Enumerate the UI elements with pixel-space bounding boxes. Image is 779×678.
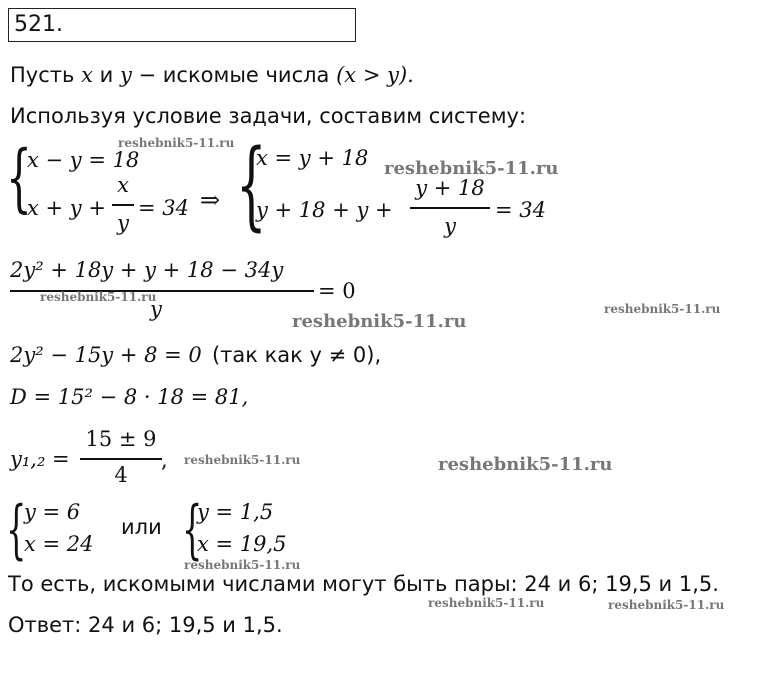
- implies-arrow: ⇒: [200, 186, 221, 214]
- intro-and: и: [99, 63, 114, 87]
- intro-condition: (x > y).: [336, 63, 414, 87]
- left-brace-4: {: [182, 493, 203, 567]
- left-brace-2: {: [236, 129, 267, 241]
- watermark: reshebnik5-11.ru: [384, 158, 559, 179]
- system2-frac-line: [410, 207, 490, 209]
- system1-frac-den: y: [117, 211, 129, 235]
- quadratic-line: [10, 343, 381, 367]
- roots-den: 4: [114, 463, 128, 487]
- conclusion: То есть, искомыми числами могут быть пары: 24 и 6; 19,5 и 1,5.: [8, 572, 719, 596]
- watermark: reshebnik5-11.ru: [608, 598, 725, 612]
- system1-eq1: x − y = 18: [27, 148, 140, 172]
- roots-frac-line: [80, 458, 162, 460]
- watermark: reshebnik5-11.ru: [184, 453, 301, 467]
- left-brace-3: {: [6, 493, 27, 567]
- watermark: reshebnik5-11.ru: [428, 596, 545, 610]
- roots-comma: ,: [161, 448, 168, 472]
- solution2-y: y = 1,5: [197, 500, 274, 524]
- system2-eq2a: y + 18 + y +: [256, 198, 393, 222]
- roots-num: 15 ± 9: [85, 427, 157, 451]
- intro-lead: Пусть: [10, 63, 75, 87]
- watermark: reshebnik5-11.ru: [184, 558, 301, 572]
- system1-frac-line: [112, 204, 134, 206]
- watermark: reshebnik5-11.ru: [604, 302, 721, 316]
- system2-eq2b: = 34: [495, 198, 546, 222]
- quadratic-note: (так как y ≠ 0),: [211, 343, 382, 367]
- problem-number: 521.: [14, 12, 63, 37]
- fraction-eq-rhs: = 0: [318, 279, 356, 303]
- system2-frac-num: y + 18: [415, 176, 485, 200]
- roots-lhs: y₁,₂ =: [10, 447, 70, 471]
- solution1-x: x = 24: [24, 532, 94, 556]
- discriminant: D = 15² − 8 · 18 = 81,: [10, 385, 249, 409]
- quadratic-eq: 2y² − 15y + 8 = 0: [10, 343, 202, 367]
- fraction-eq-den: y: [150, 297, 162, 321]
- watermark: reshebnik5-11.ru: [40, 290, 157, 304]
- solution1-y: y = 6: [24, 500, 81, 524]
- system1-eq2a: x + y +: [27, 196, 106, 220]
- left-brace-1: {: [6, 135, 32, 221]
- intro-line: [10, 63, 414, 87]
- system1-eq2b: = 34: [138, 196, 189, 220]
- solution2-x: x = 19,5: [197, 532, 287, 556]
- watermark: reshebnik5-11.ru: [438, 454, 613, 475]
- watermark: reshebnik5-11.ru: [292, 311, 467, 332]
- intro-rest: − искомые числа: [138, 63, 330, 87]
- fraction-eq-num: 2y² + 18y + y + 18 − 34y: [10, 258, 284, 282]
- watermark: reshebnik5-11.ru: [118, 136, 235, 150]
- system-intro: Используя условие задачи, составим систему:: [10, 104, 527, 128]
- system2-frac-den: y: [444, 214, 456, 238]
- var-y: y: [119, 63, 132, 87]
- system2-eq1: x = y + 18: [256, 146, 369, 170]
- answer: Ответ: 24 и 6; 19,5 и 1,5.: [8, 613, 283, 637]
- system1-frac-num: x: [117, 173, 129, 197]
- var-x: x: [81, 63, 93, 87]
- or-label: или: [121, 515, 162, 539]
